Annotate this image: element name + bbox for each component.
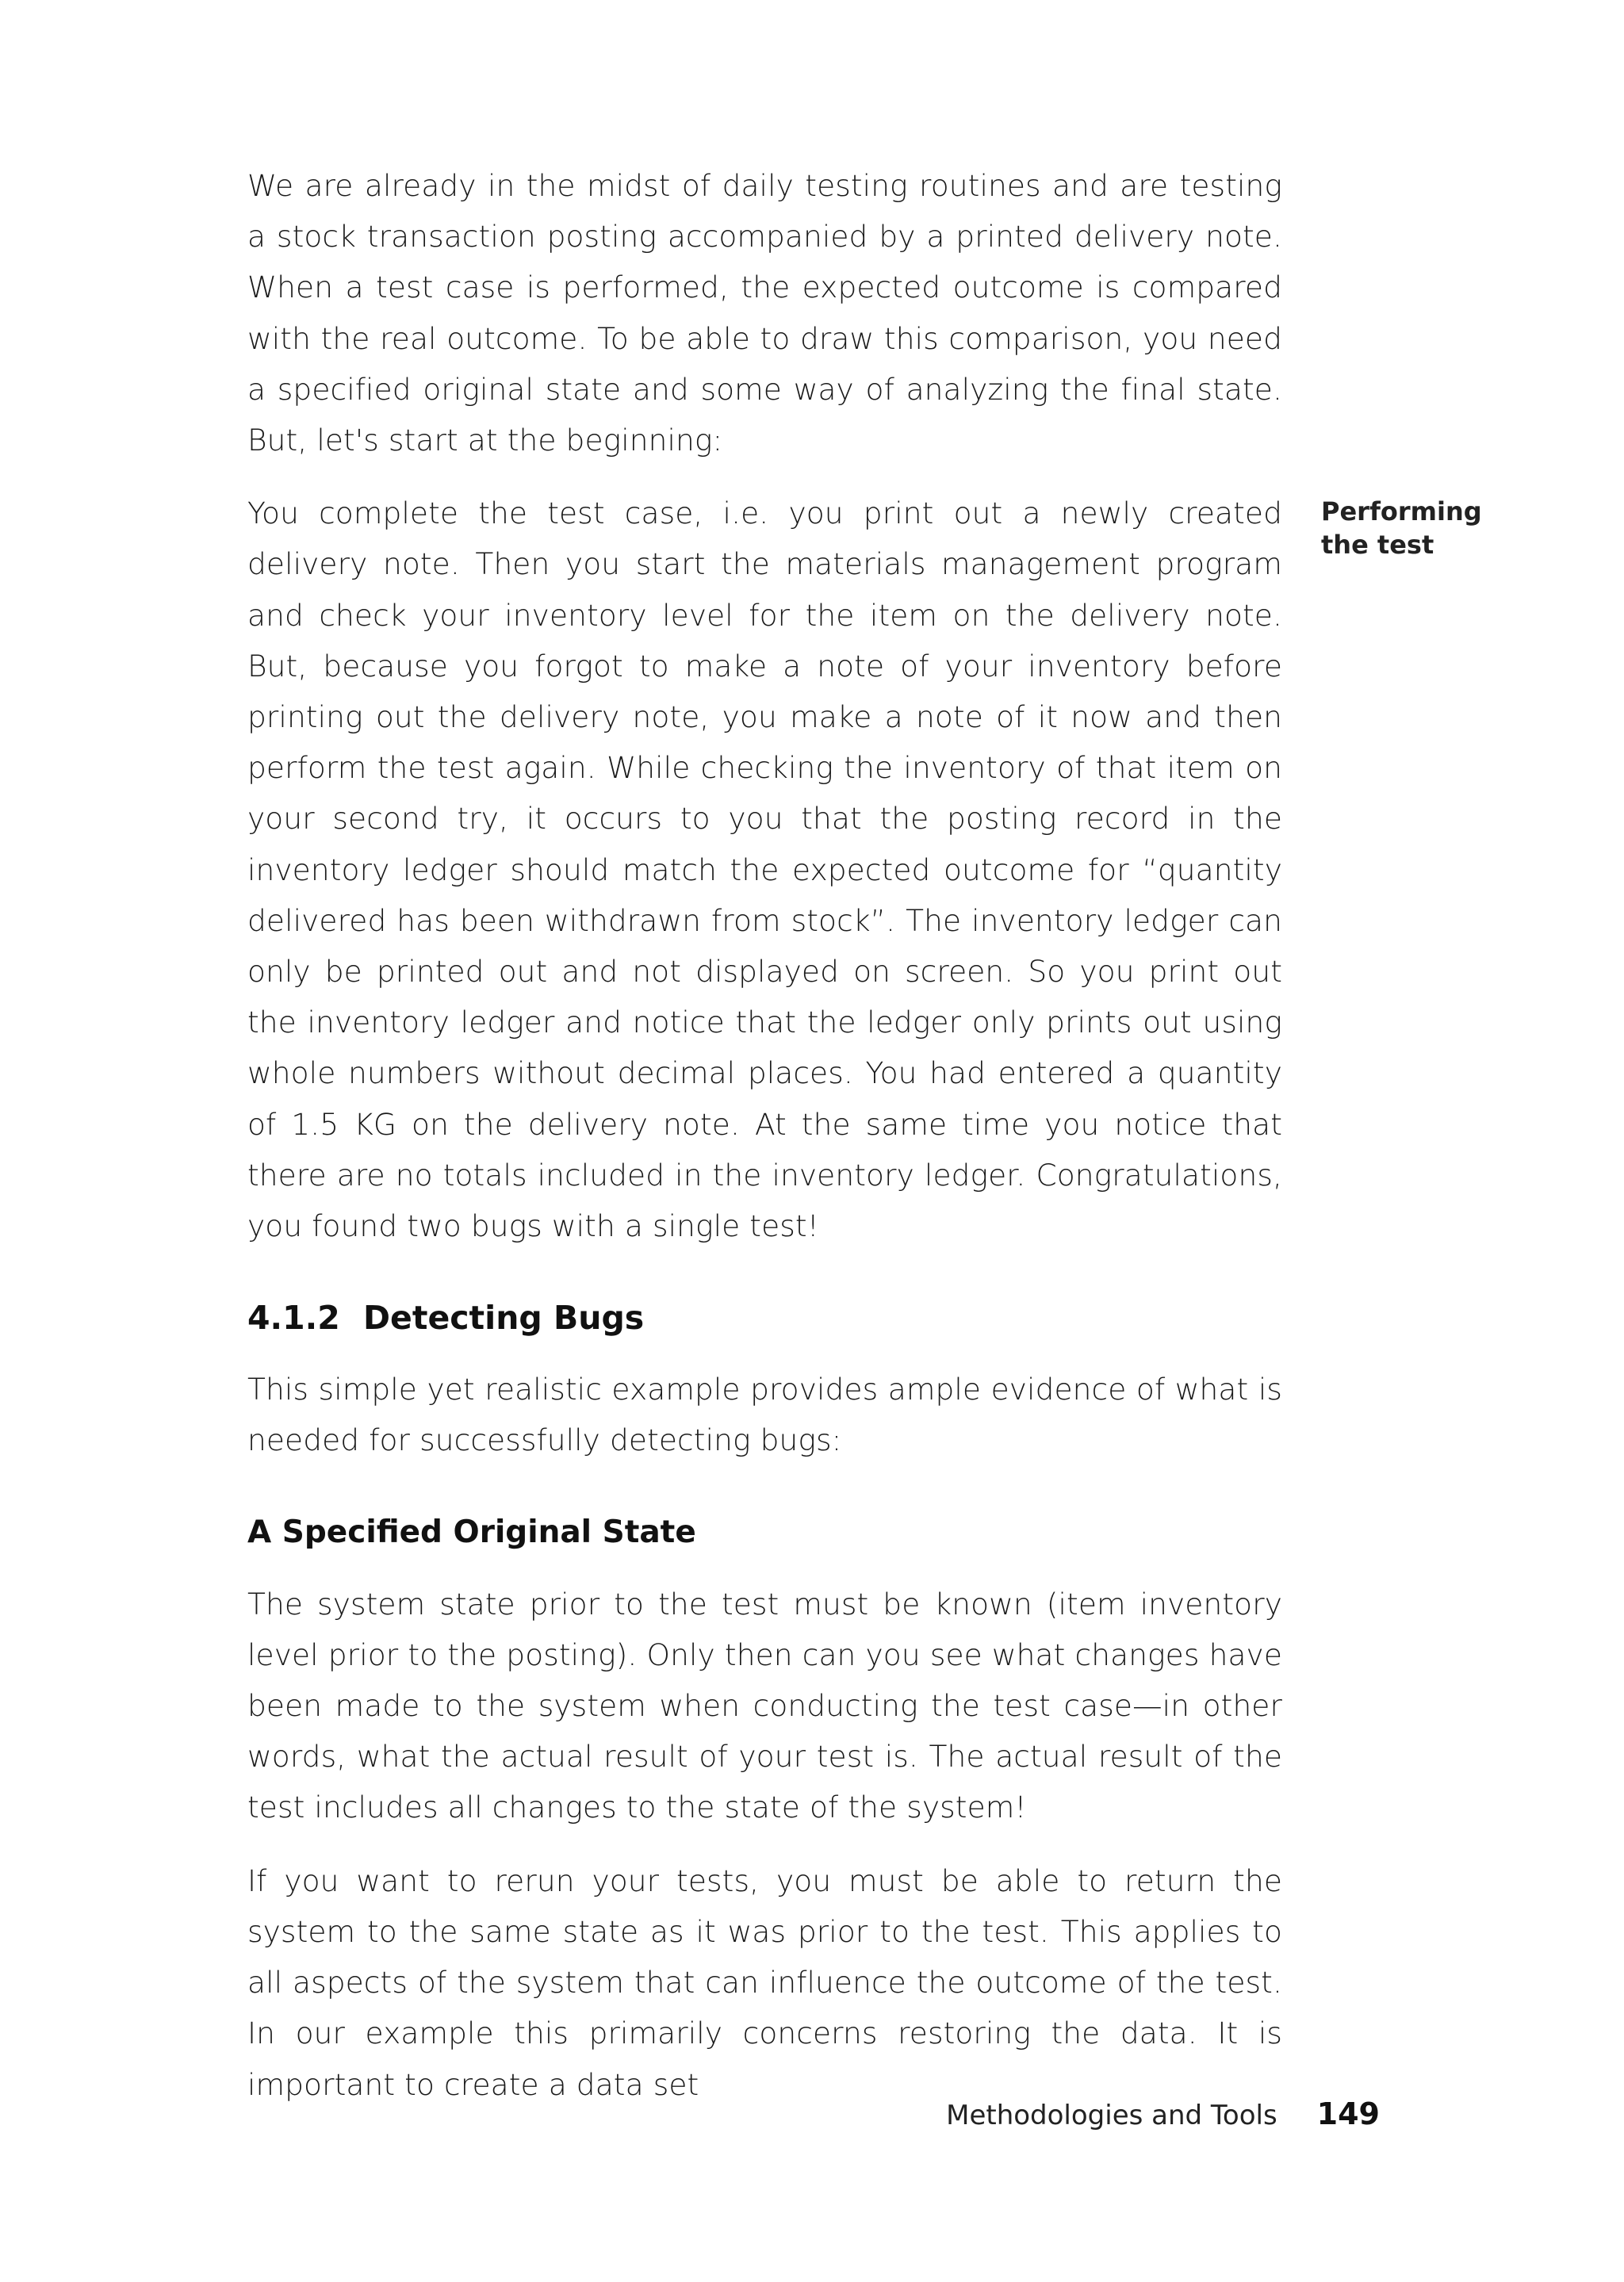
section-title: Detecting Bugs [363, 1299, 645, 1338]
body-column [247, 160, 1282, 2132]
paragraph-rerun-tests: If you want to rerun your tests, you must be able to return the system to the same state as it was prior to the test. This applies to all aspects of the system that can influence the outcome of the test. In our example this primarily concerns restoring the data. It is important to create a data set [247, 1863, 1282, 2102]
paragraph-detecting-intro: This simple yet realistic example provides ample evidence of what is needed for successfully detecting bugs: [247, 1372, 1282, 1458]
margin-note: Performing the test [1321, 496, 1482, 560]
paragraph-original-state: The system state prior to the test must be known (item inventory level prior to the posting). Only then can you see what changes have been made to the system when conducting the test case—in other words, what the actual result of your test is. The actual result of the test includes all changes to the state of the system! [247, 1586, 1282, 1825]
subheading: A Specified Original State [247, 1514, 696, 1550]
section-number: 4.1.2 [247, 1299, 340, 1338]
page-number: 149 [1316, 2096, 1380, 2131]
page-footer [872, 2096, 1380, 2141]
paragraph-intro: We are already in the midst of daily testing routines and are testing a stock transaction posting accompanied by a printed delivery note. When a test case is performed, the expected outcome is compared with the real outcome. To be able to draw this comparison, you need a specified original state and some way of analyzing the final state. But, let's start at the beginning: [247, 168, 1282, 458]
section-heading [247, 1296, 1282, 1340]
paragraph-performing-test: You complete the test case, i.e. you print out a newly created delivery note. Then you start the materials management program and check your inventory level for the item on the delivery note. But, because you forgot to make a note of your inventory before printing out the delivery note, you make a note of it now and then perform the test again. While checking the inventory of that item on your second try, it occurs to you that the posting record in the inventory ledger should match the expected outcome for “quantity delivered has been withdrawn from stock”. The inventory ledger can only be printed out and not displayed on screen. So you print out the inventory ledger and notice that the ledger only prints out using whole numbers without decimal places. You had entered a quantity of 1.5 KG on the delivery note. At the same time you notice that there are no totals included in the inventory ledger. Congratulations, you found two bugs with a single test! [247, 496, 1282, 1244]
footer-chapter-title: Methodologies and Tools [946, 2100, 1277, 2131]
